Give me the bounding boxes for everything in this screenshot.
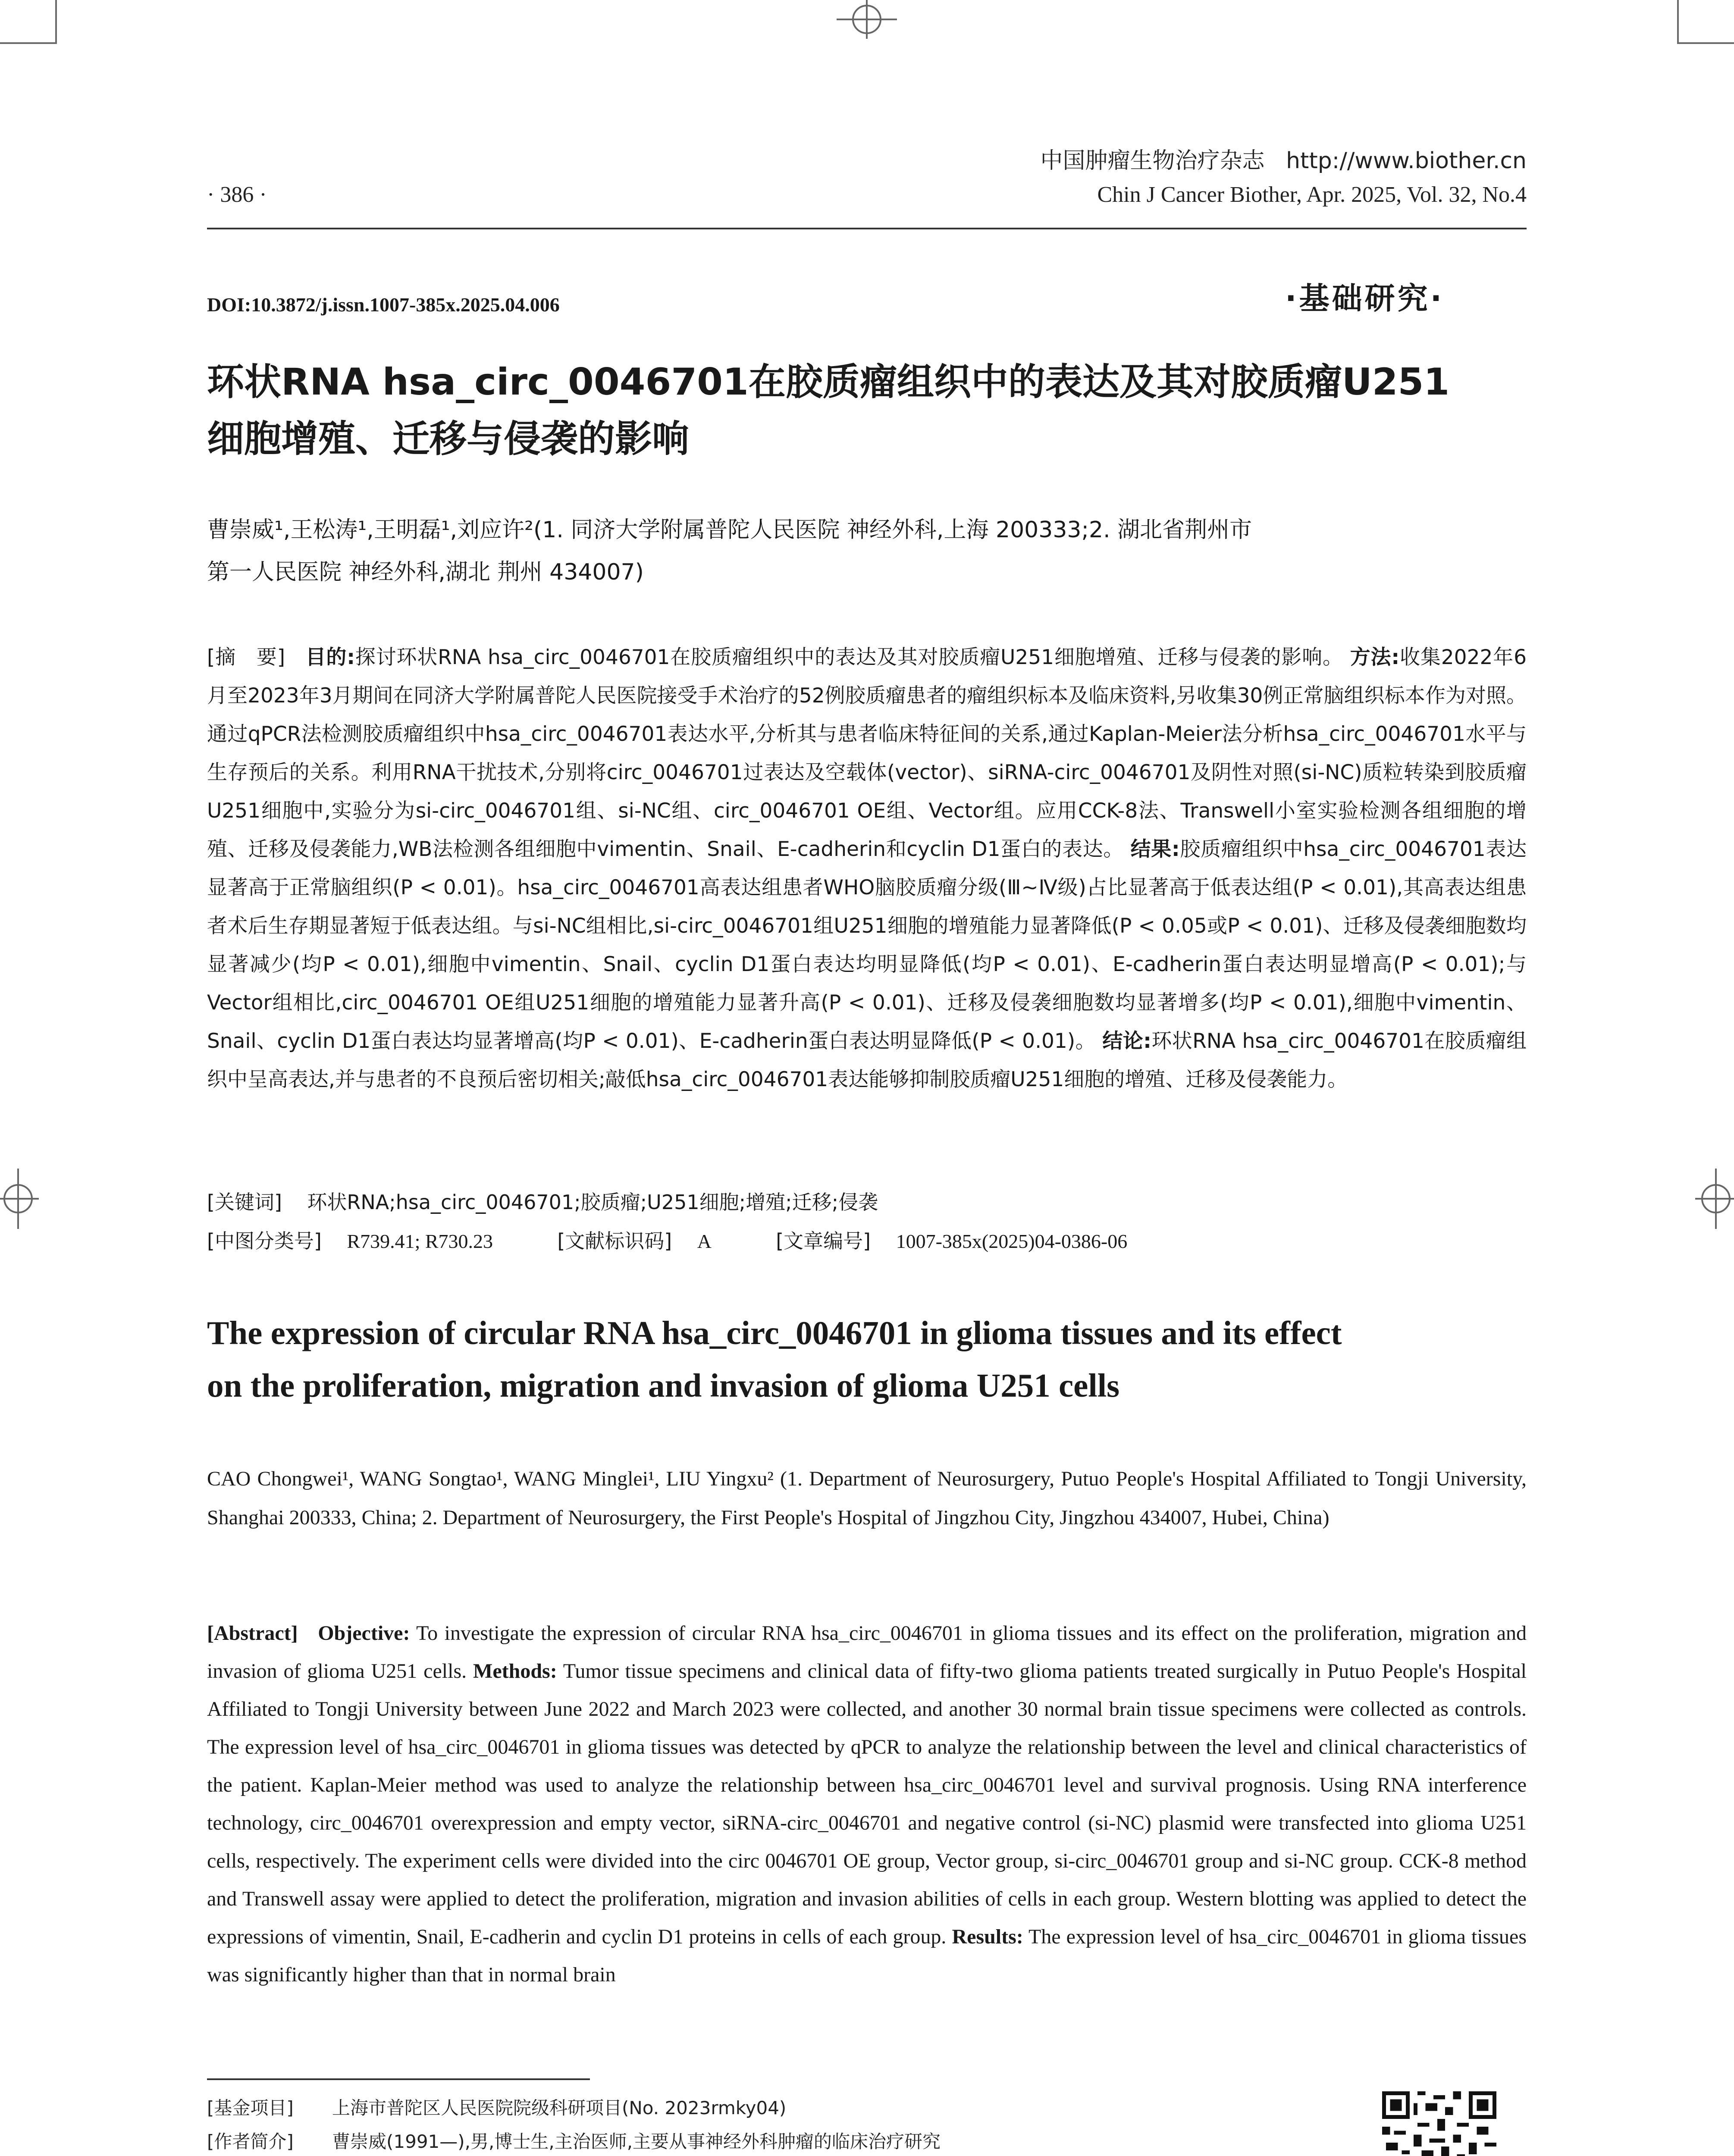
doi-line: DOI:10.3872/j.issn.1007-385x.2025.04.006	[207, 294, 560, 316]
title-cn-line-1: 环状RNA hsa_circ_0046701在胶质瘤组织中的表达及其对胶质瘤U251	[207, 360, 1450, 404]
objective-cn: 探讨环状RNA hsa_circ_0046701在胶质瘤组织中的表达及其对胶质瘤U251细胞增殖、迁移与侵袭的影响。	[355, 646, 1343, 669]
methods-label-en: Methods:	[473, 1660, 557, 1683]
crop-mark-top-left-v	[55, 0, 57, 42]
title-cn-line-2: 细胞增殖、迁移与侵袭的影响	[207, 417, 689, 461]
crop-mark-top-left-h	[0, 42, 57, 44]
methods-label-cn: 方法:	[1350, 646, 1400, 669]
abstract-cn	[207, 638, 1527, 1099]
classification-line	[207, 1225, 1527, 1254]
title-en-line-1: The expression of circular RNA hsa_circ_0046701 in glioma tissues and its effect	[207, 1314, 1342, 1351]
doc-code-label: [文献标识码]	[557, 1229, 672, 1253]
journal-line	[1040, 142, 1527, 175]
page-number: · 386 ·	[207, 182, 267, 207]
clc-label: [中图分类号]	[207, 1229, 322, 1253]
registration-mark-right	[1695, 1164, 1734, 1233]
authors-en: CAO Chongwei¹, WANG Songtao¹, WANG Minglei¹, LIU Yingxu² (1. Department of Neurosurgery, Putuo People's Hospital Affiliated to Tongji University, Shanghai 200333, China; 2. Department of Neurosurgery, the First People's Hospital of Jingzhou City, Jingzhou 434007, Hubei, China)	[207, 1467, 1527, 1529]
abstract-en-tag: [Abstract]	[207, 1622, 298, 1645]
authors-cn-line-2: 第一人民医院 神经外科,湖北 荆州 434007)	[207, 559, 644, 585]
article-no-label: [文章编号]	[776, 1229, 871, 1253]
results-en: The expression level of hsa_circ_0046701 in glioma tissues was significantly higher than that in normal brain	[207, 1925, 1527, 1986]
title-cn	[207, 354, 1527, 467]
conclusion-cn: 环状RNA hsa_circ_0046701在胶质瘤组织中呈高表达,并与患者的不良预后密切相关;敲低hsa_circ_0046701表达能够抑制胶质瘤U251细胞的增殖、迁移及侵袭能力。	[207, 1029, 1527, 1091]
results-label-cn: 结果:	[1130, 837, 1180, 861]
title-en	[207, 1307, 1527, 1412]
footnote-author-bio-text: 曹崇威(1991—),男,博士生,主治医师,主要从事神经外科肿瘤的临床治疗研究	[332, 2131, 941, 2152]
methods-en: Tumor tissue specimens and clinical data of fifty-two glioma patients treated surgically in Putuo People's Hospital Affiliated to Tongji University between June 2022 and March 2023 were collected, and another 30 normal brain tissue specimens were collected as controls. The expression level of hsa_circ_0046701 in glioma tissues was detected by qPCR to analyze the relationship between the level and clinical characteristics of the patient. Kaplan-Meier method was used to analyze the relationship between hsa_circ_0046701 level and survival prognosis. Using RNA interference technology, circ_0046701 overexpression and empty vector, siRNA-circ_0046701 and negative control (si-NC) plasmid were transfected into glioma U251 cells, respectively. The experiment cells were divided into the circ 0046701 OE group, Vector group, si-circ_0046701 group and si-NC group. CCK-8 method and Transwell assay were applied to detect the proliferation, migration and invasion abilities of cells in each group. Western blotting was applied to detect the expressions of vimentin, Snail, E-cadherin and cyclin D1 proteins in cells of each group.	[207, 1660, 1527, 1948]
results-cn: 胶质瘤组织中hsa_circ_0046701表达显著高于正常脑组织(P < 0.01)。hsa_circ_0046701高表达组患者WHO脑胶质瘤分级(Ⅲ~Ⅳ级)占比显著高于低表达组(P < 0.01),其高表达组患者术后生存期显著短于低表达组。与si-NC组相比,si-circ_0046701组U251细胞的增殖能力显著降低(P < 0.05或P < 0.01)、迁移及侵袭细胞数均显著减少(均P < 0.01),细胞中vimentin、Snail、cyclin D1蛋白表达均明显降低(均P < 0.01)、E-cadherin蛋白表达明显增高(P < 0.01);与Vector组相比,circ_0046701 OE组U251细胞的增殖能力显著升高(P < 0.01)、迁移及侵袭细胞数均显著增多(均P < 0.01),细胞中vimentin、Snail、cyclin D1蛋白表达均显著增高(均P < 0.01)、E-cadherin蛋白表达明显降低(P < 0.01)。	[207, 837, 1527, 1053]
footnote-funding-label: [基金项目]	[207, 2097, 294, 2118]
footnote-author-bio	[207, 2125, 1328, 2156]
abstract-cn-tag: [摘 要]	[207, 646, 285, 669]
running-header	[207, 142, 1527, 220]
footnote-funding	[207, 2091, 1328, 2125]
methods-cn: 收集2022年6月至2023年3月期间在同济大学附属普陀人民医院接受手术治疗的52例胶质瘤患者的瘤组织标本及临床资料,另收集30例正常脑组织标本作为对照。通过qPCR法检测胶质瘤组织中hsa_circ_0046701表达水平,分析其与患者临床特征间的关系,通过Kaplan-Meier法分析hsa_circ_0046701水平与生存预后的关系。利用RNA干扰技术,分别将circ_0046701过表达及空载体(vector)、siRNA-circ_0046701及阴性对照(si-NC)质粒转染到胶质瘤U251细胞中,实验分为si-circ_0046701组、si-NC组、circ_0046701 OE组、Vector组。应用CCK-8法、Transwell小室实验检测各组细胞的增殖、迁移及侵袭能力,WB法检测各组细胞中vimentin、Snail、E-cadherin和cyclin D1蛋白的表达。	[207, 646, 1527, 861]
authors-cn	[207, 509, 1527, 593]
journal-url[interactable]: http://www.biother.cn	[1286, 148, 1527, 174]
header-rule	[207, 228, 1527, 229]
crop-mark-top-right-h	[1677, 42, 1734, 44]
results-label-en: Results:	[952, 1925, 1023, 1948]
footnotes	[207, 2091, 1328, 2156]
keywords-label: [关键词]	[207, 1191, 282, 1214]
keywords-text: 环状RNA;hsa_circ_0046701;胶质瘤;U251细胞;增殖;迁移;侵袭	[307, 1191, 878, 1214]
doc-code-value: A	[697, 1230, 712, 1252]
qr-code-icon[interactable]	[1382, 2091, 1496, 2156]
registration-mark-top	[832, 0, 901, 39]
conclusion-label-cn: 结论:	[1102, 1029, 1151, 1053]
article-no-value: 1007-385x(2025)04-0386-06	[896, 1230, 1128, 1252]
footnote-author-bio-label: [作者简介]	[207, 2131, 294, 2152]
objective-en: To investigate the expression of circular RNA hsa_circ_0046701 in glioma tissues and its effect on the proliferation, migration and invasion of glioma U251 cells.	[207, 1622, 1527, 1683]
clc-value: R739.41; R730.23	[347, 1230, 493, 1252]
authors-cn-line-1: 曹崇威¹,王松涛¹,王明磊¹,刘应许²(1. 同济大学附属普陀人民医院 神经外科,上海 200333;2. 湖北省荆州市	[207, 517, 1252, 543]
keywords-cn	[207, 1187, 1527, 1215]
citation-line: Chin J Cancer Biother, Apr. 2025, Vol. 32, No.4	[1097, 182, 1527, 207]
journal-name-cn: 中国肿瘤生物治疗杂志	[1040, 148, 1265, 174]
registration-mark-left	[0, 1164, 39, 1233]
footnote-funding-text: 上海市普陀区人民医院院级科研项目(No. 2023rmky04)	[332, 2097, 787, 2118]
title-en-line-2: on the proliferation, migration and invasion of glioma U251 cells	[207, 1367, 1120, 1404]
abstract-en	[207, 1614, 1527, 1994]
objective-label-en: Objective:	[318, 1622, 410, 1645]
crop-mark-top-right-v	[1677, 0, 1679, 42]
objective-label-cn: 目的:	[305, 646, 355, 669]
section-tag: ·基础研究·	[1285, 281, 1445, 316]
footnote-rule	[207, 2078, 590, 2080]
